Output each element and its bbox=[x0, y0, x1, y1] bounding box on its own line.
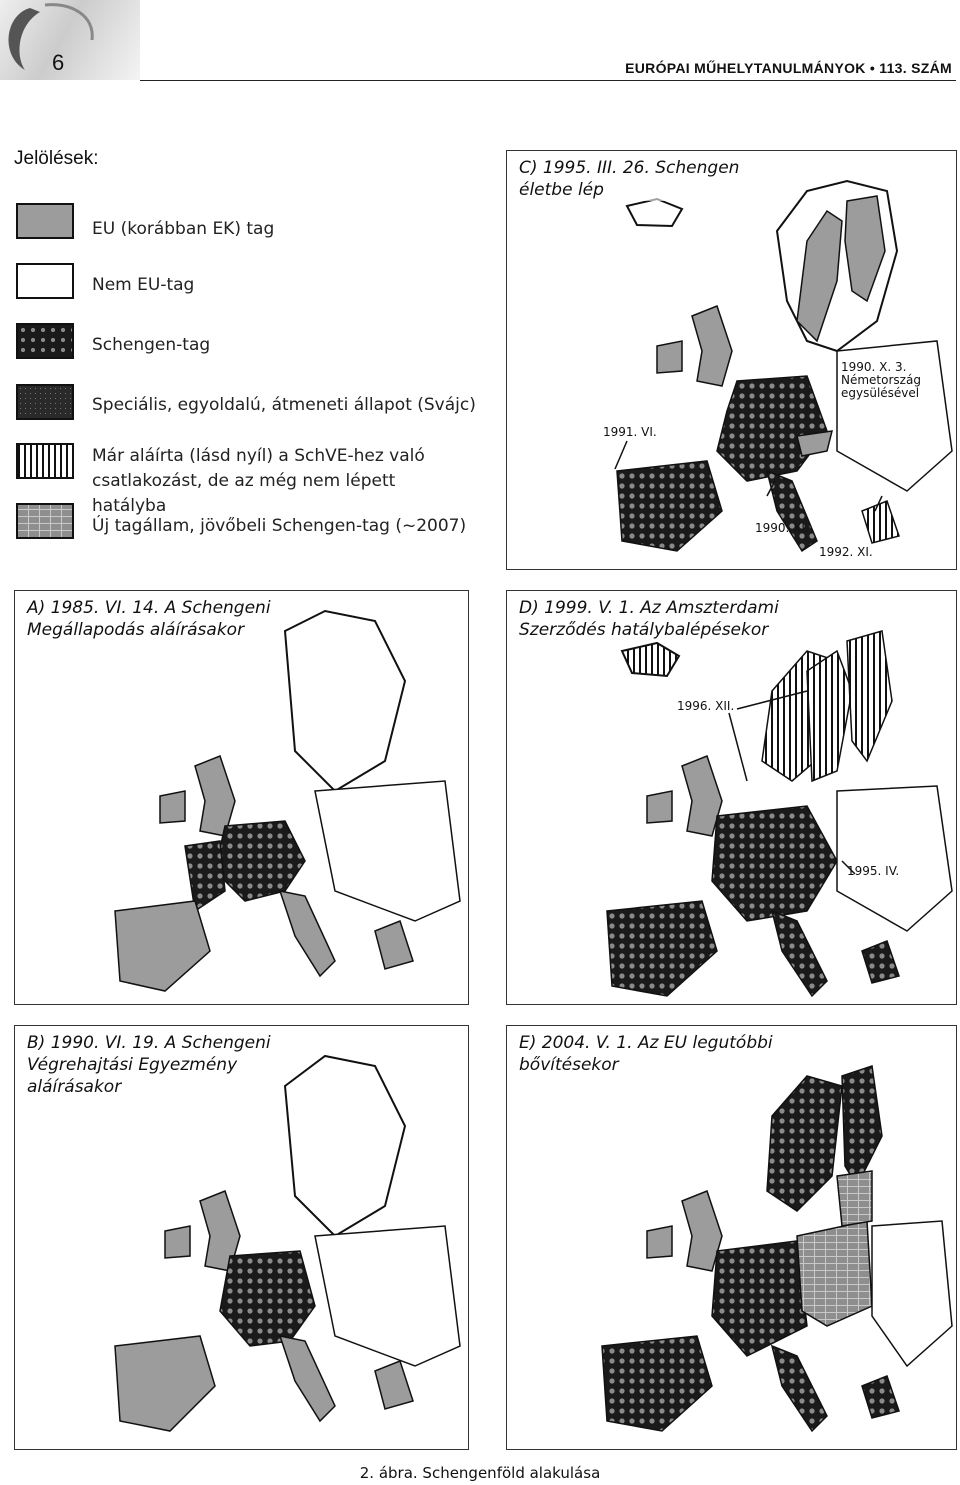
legend-swatch-special bbox=[16, 384, 74, 420]
map-title-e-line1: E) 2004. V. 1. Az EU legutóbbi bbox=[519, 1033, 773, 1053]
figure-caption: 2. ábra. Schengenföld alakulása bbox=[359, 1464, 601, 1482]
annotation-c-4: 1990. XI. bbox=[755, 521, 809, 535]
legend-swatch-non-eu bbox=[16, 263, 74, 299]
legend-label-new-member: Új tagállam, jövőbeli Schengen-tag (~2007) bbox=[92, 516, 467, 536]
annotation-d-1: 1995. IV. bbox=[847, 864, 900, 878]
map-panel-c bbox=[506, 150, 957, 570]
annotation-d-0: 1996. XII. bbox=[677, 699, 735, 713]
journal-logo bbox=[0, 0, 140, 80]
annotation-c-1: Németország bbox=[841, 373, 921, 387]
europe-map-a bbox=[15, 591, 469, 1005]
journal-title: EURÓPAI MŰHELYTANULMÁNYOK • 113. SZÁM bbox=[625, 60, 952, 76]
legend-swatch-signed bbox=[16, 443, 74, 479]
map-title-a-line2: Megállapodás aláírásakor bbox=[27, 620, 245, 640]
legend-label-signed: Már aláírta (lásd nyíl) a SchVE-hez való csatlakozást, de az még nem lépett hatályba bbox=[92, 446, 425, 516]
map-title-b-line2: Végrehajtási Egyezmény bbox=[27, 1055, 238, 1075]
annotation-c-0: 1990. X. 3. bbox=[841, 360, 907, 374]
map-panel-d bbox=[506, 590, 957, 1005]
map-title-c-line2: életbe lép bbox=[519, 180, 604, 200]
map-title-e-line2: bővítésekor bbox=[519, 1055, 619, 1075]
annotation-c-2: egysülésével bbox=[841, 386, 920, 400]
europe-map-e bbox=[507, 1026, 957, 1450]
map-title-b bbox=[27, 1032, 271, 1098]
page-number: 6 bbox=[52, 50, 65, 75]
map-panel-b bbox=[14, 1025, 469, 1450]
header-divider bbox=[140, 80, 956, 81]
map-title-a bbox=[27, 597, 271, 641]
map-title-d bbox=[519, 597, 779, 641]
legend-swatch-new-member bbox=[16, 503, 74, 539]
annotation-c-5: 1992. XI. bbox=[819, 545, 873, 559]
map-title-d-line1: D) 1999. V. 1. Az Amszterdami bbox=[519, 598, 779, 618]
legend-label-non-eu: Nem EU-tag bbox=[92, 275, 195, 295]
map-panel-a bbox=[14, 590, 469, 1005]
legend-label-schengen: Schengen-tag bbox=[92, 335, 211, 355]
map-title-c-line1: C) 1995. III. 26. Schengen bbox=[519, 158, 740, 178]
annotation-c-3: 1991. VI. bbox=[603, 425, 657, 439]
map-panel-e bbox=[506, 1025, 957, 1450]
legend-swatch-eu bbox=[16, 203, 74, 239]
map-title-e bbox=[519, 1032, 773, 1076]
iceland-shape bbox=[627, 199, 682, 226]
map-title-d-line2: Szerződés hatálybalépésekor bbox=[519, 620, 769, 640]
europe-map-d bbox=[507, 591, 957, 1005]
legend-swatch-schengen bbox=[16, 323, 74, 359]
legend-label-eu: EU (korábban EK) tag bbox=[92, 219, 275, 239]
map-title-b-line1: B) 1990. VI. 19. A Schengeni bbox=[27, 1033, 271, 1053]
logo-swirl-icon bbox=[0, 0, 140, 80]
annotation-germany bbox=[841, 361, 921, 400]
legend-label-special: Speciális, egyoldalú, átmeneti állapot (Svájc) bbox=[92, 395, 476, 415]
map-title-a-line1: A) 1985. VI. 14. A Schengeni bbox=[27, 598, 271, 618]
legend-title: Jelölések: bbox=[14, 148, 99, 169]
map-title-b-line3: aláírásakor bbox=[27, 1077, 122, 1097]
map-title-c bbox=[519, 157, 739, 201]
